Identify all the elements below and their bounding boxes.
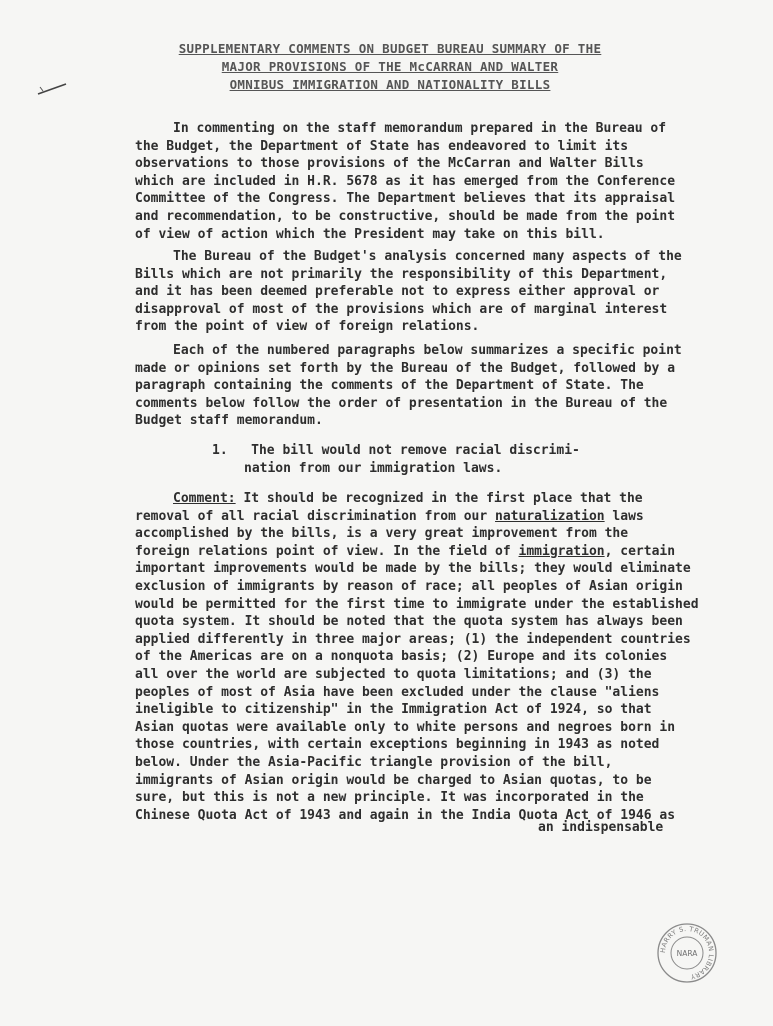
text-span: foreign relations point of view. In the field of [135,543,519,559]
text-span: removal of all racial discrimination from our [135,508,496,524]
text-line: ineligible to citizenship" in the Immigration Act of 1924, so that [135,702,652,718]
text-line: of the Americas are on a nonquota basis; (2) Europe and its colonies [135,649,668,665]
text-line: Bills which are not primarily the responsibility of this Department, [135,266,668,282]
text-line: applied differently in three major areas; (1) the independent countries [135,631,691,647]
library-stamp [656,922,718,984]
text-line: important improvements would be made by the bills; they would eliminate [135,561,691,577]
item-text: The bill would not remove racial discrimi- [251,443,580,458]
text-line: Committee of the Congress. The Department believes that its appraisal [135,191,676,207]
text-span: , certain [604,543,676,559]
text-line: disapproval of most of the provisions which are of marginal interest [135,301,668,317]
paragraph-bureau-analysis [135,248,690,336]
comment-label: Comment: [173,491,236,506]
pencil-mark [36,78,70,98]
text-line: exclusion of immigrants by reason of race; all peoples of Asian origin [135,578,683,594]
emphasis-naturalization: naturalization [495,508,605,524]
text-line: the Budget, the Department of State has endeavored to limit its [135,138,629,154]
numbered-item-1 [212,442,612,478]
document-title [150,40,630,94]
title-line: SUPPLEMENTARY COMMENTS ON BUDGET BUREAU SUMMARY OF THE [178,41,602,56]
text-line: of view of action which the President may take on this bill. [135,226,605,242]
text-line: from the point of view of foreign relations. [135,319,480,335]
paragraph-intro [135,120,690,243]
text-line: Each of the numbered paragraphs below summarizes a specific point [173,343,682,358]
text-span: laws [604,508,644,524]
paragraph-comment [135,490,699,824]
text-line: observations to those provisions of the McCarran and Walter Bills [135,156,644,172]
text-line: The Bureau of the Budget's analysis concerned many aspects of the [173,249,682,264]
text-line: Chinese Quota Act of 1943 and again in the India Quota Act of 1946 as [135,807,676,823]
item-text: nation from our immigration laws. [244,461,503,476]
title-line: OMNIBUS IMMIGRATION AND NATIONALITY BILLS [229,77,551,92]
item-number: 1. [212,443,228,458]
stamp-center-text: NARA [676,949,698,958]
text-span: It should be recognized in the first place that the [235,491,643,506]
title-line: MAJOR PROVISIONS OF THE McCARRAN AND WALTER [221,59,559,74]
stamp-ring-text: HARRY S. TRUMAN LIBRARY [658,924,716,981]
catchword: an indispensable [538,820,664,835]
text-line: and it has been deemed preferable not to express either approval or [135,284,660,300]
text-line: peoples of most of Asia have been excluded under the clause "aliens [135,684,660,700]
text-line: Budget staff memorandum. [135,413,323,429]
text-line: accomplished by the bills, is a very great improvement from the [135,526,629,542]
text-line: those countries, with certain exceptions beginning in 1943 as noted [135,737,660,753]
paragraph-numbered-intro [135,342,690,430]
text-line: paragraph containing the comments of the Department of State. The [135,378,644,394]
text-line: below. Under the Asia-Pacific triangle provision of the bill, [135,754,613,770]
text-line: and recommendation, to be constructive, should be made from the point [135,208,676,224]
emphasis-immigration: immigration [518,543,605,559]
text-line: quota system. It should be noted that the quota system has always been [135,614,683,630]
text-line: In commenting on the staff memorandum prepared in the Bureau of [173,121,667,136]
text-line: comments below follow the order of presentation in the Bureau of the [135,395,668,411]
text-line: all over the world are subjected to quota limitations; and (3) the [135,666,652,682]
text-line: sure, but this is not a new principle. It was incorporated in the [135,790,644,806]
text-line: which are included in H.R. 5678 as it has emerged from the Conference [135,173,676,189]
text-line: immigrants of Asian origin would be charged to Asian quotas, to be [135,772,652,788]
text-line: Asian quotas were available only to white persons and negroes born in [135,719,676,735]
text-line: made or opinions set forth by the Bureau of the Budget, followed by a [135,360,676,376]
text-line: would be permitted for the first time to immigrate under the established [135,596,699,612]
